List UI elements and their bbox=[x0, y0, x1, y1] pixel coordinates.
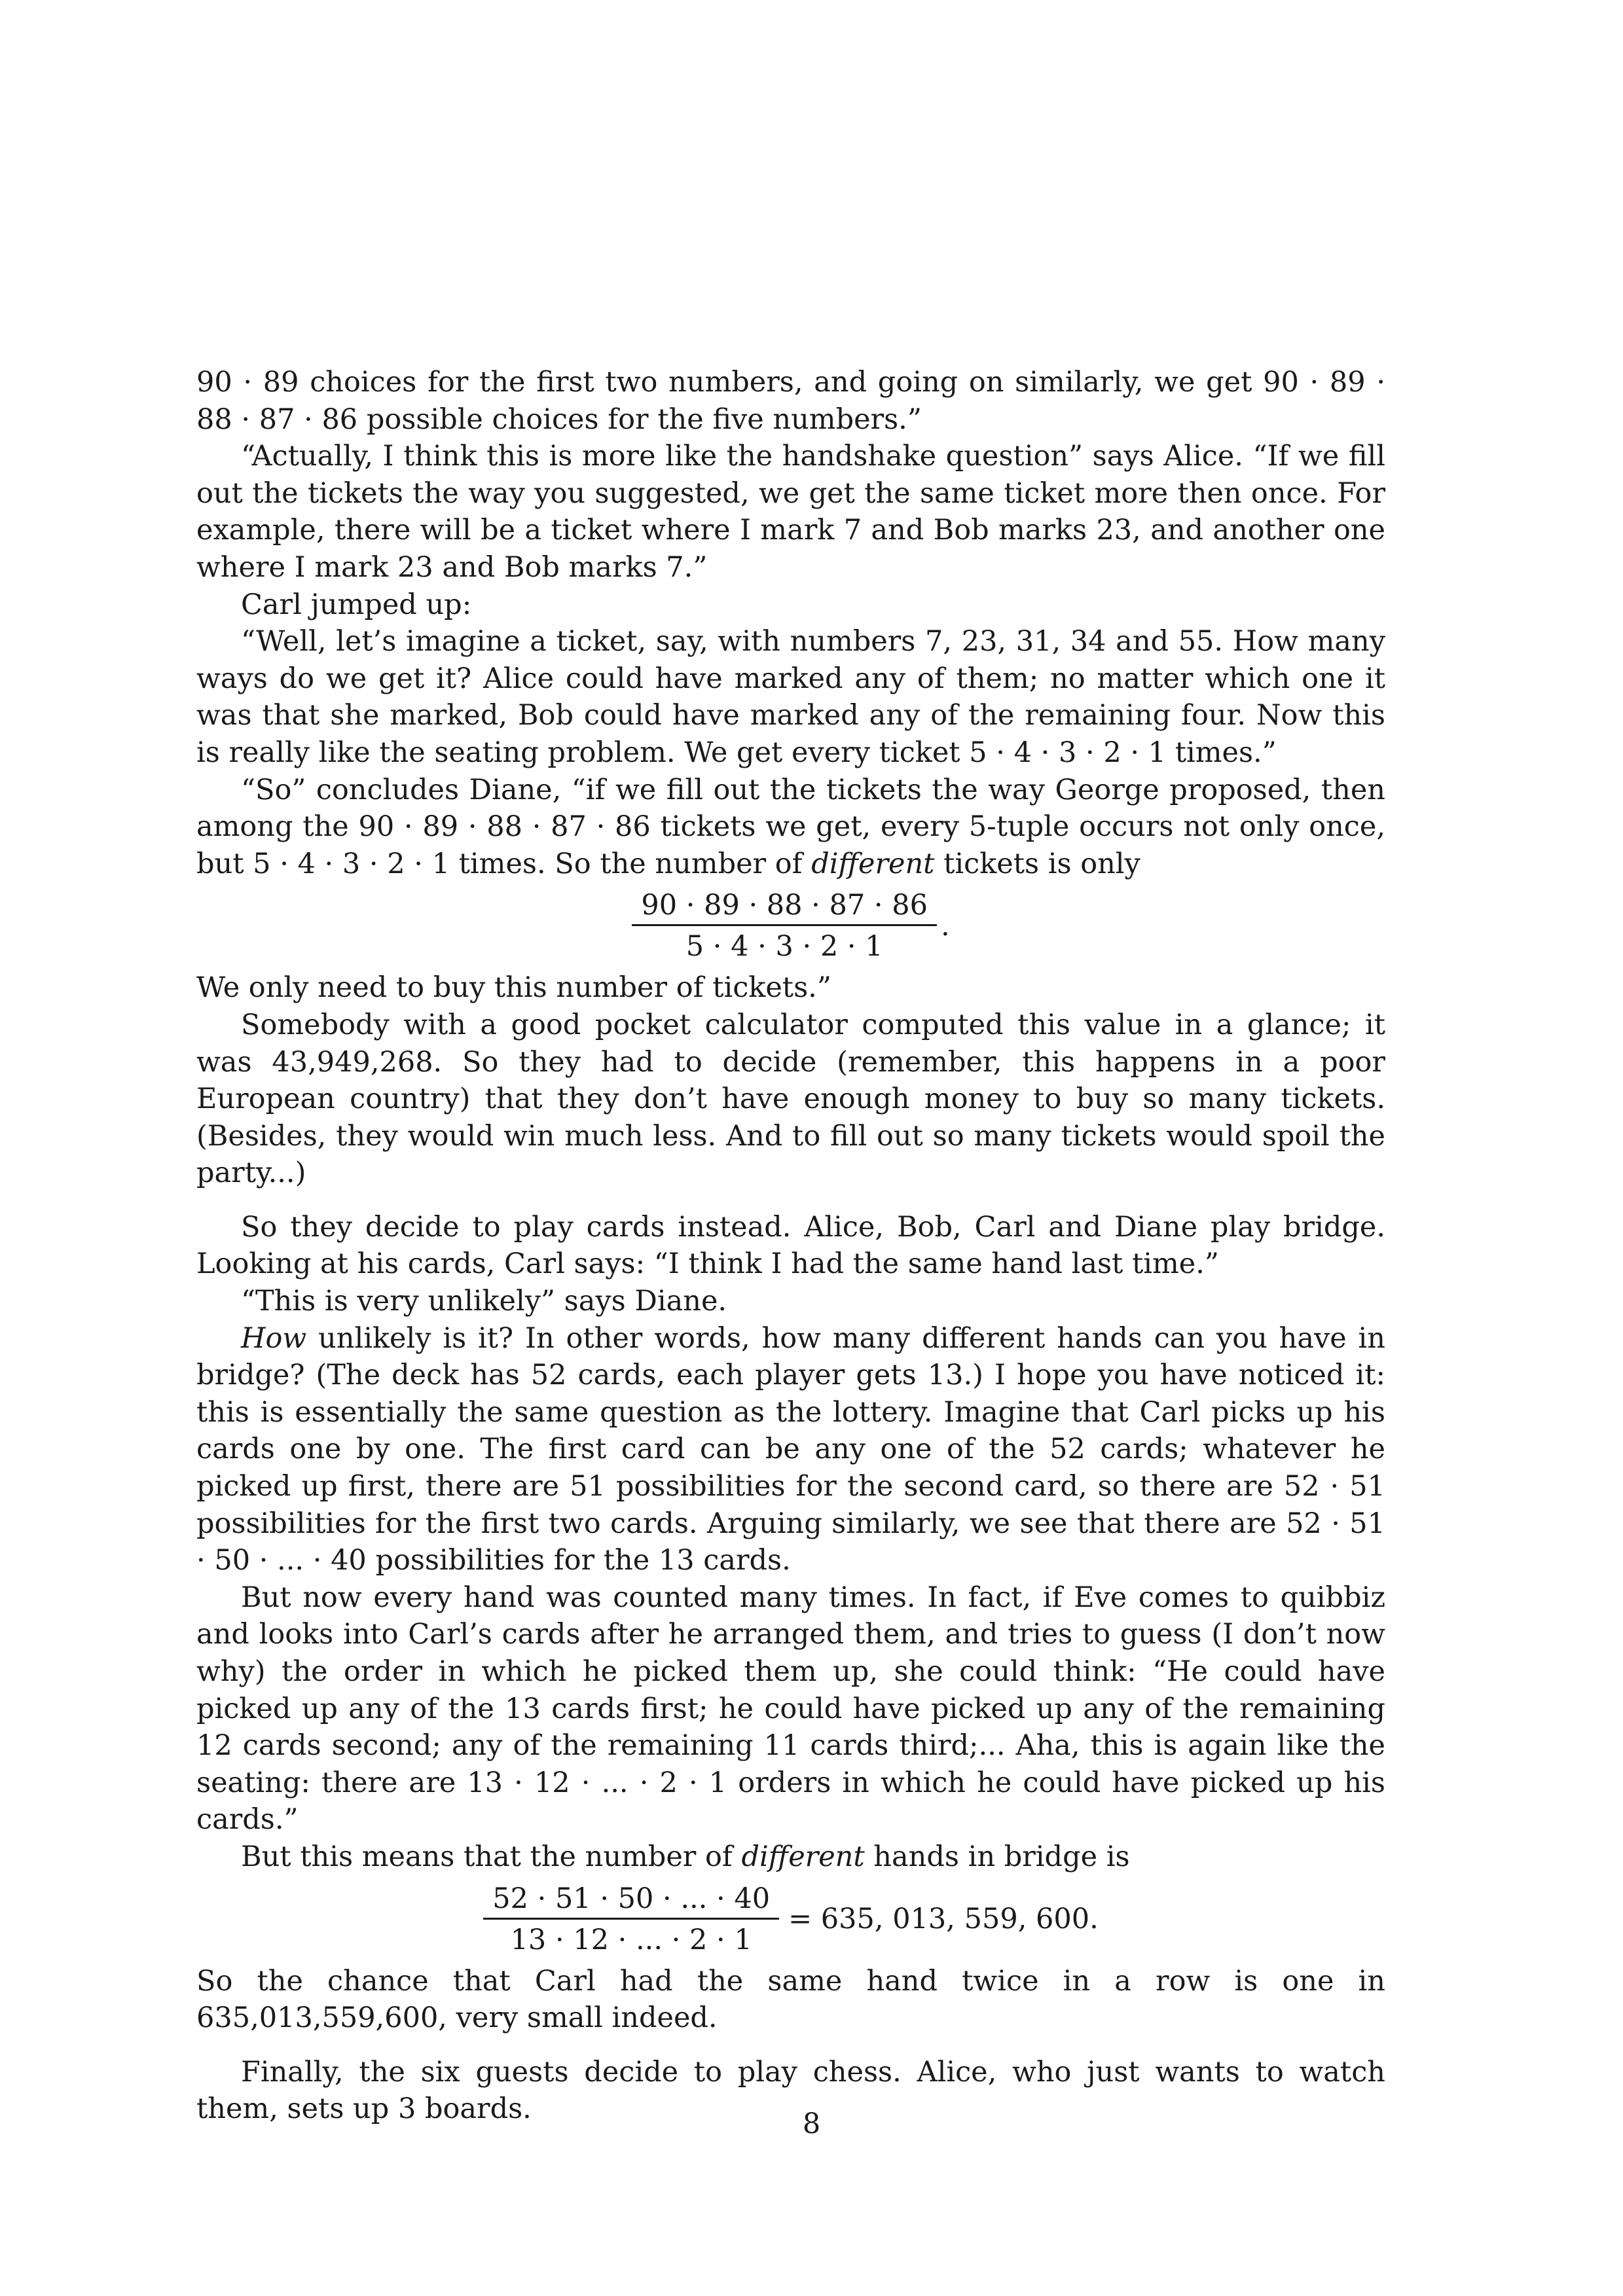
fraction bbox=[632, 888, 937, 964]
paragraph: 90 · 89 choices for the first two numbers, and going on similarly, we get 90 · 89 · 88 · 87 · 86 possible choices for the five numbers.” bbox=[196, 366, 1385, 436]
paragraph: Somebody with a good pocket calculator computed this value in a glance; it was 43,949,268. So they had to decide (remember, this happens in a poor European country) that they don’t have enough money to buy so many tickets. (Besides, they would win much less. And to fill out so many tickets would spoil the party...) bbox=[196, 1008, 1385, 1190]
formula-period: . bbox=[940, 909, 950, 942]
paragraph bbox=[196, 1839, 1385, 1876]
emphasis: How bbox=[241, 1321, 307, 1355]
paragraph: But now every hand was counted many times. In fact, if Eve comes to quibbiz and looks into Carl’s cards after he arranged them, and tries to guess (I don’t now why) the order in which he picked them up, she could think: “He could have picked up any of the 13 cards first; he could have picked up any of the remaining 12 cards second; any of the remaining 11 cards third;... Aha, this is again like the seating: there are 13 · 12 · ... · 2 · 1 orders in which he could have picked up his cards.” bbox=[196, 1581, 1385, 1837]
text-run: hands in bridge is bbox=[864, 1840, 1130, 1873]
text-run: But this means that the number of bbox=[241, 1840, 742, 1873]
paragraph: So they decide to play cards instead. Alice, Bob, Carl and Diane play bridge. Looking at his cards, Carl says: “I think I had the same hand last time.” bbox=[196, 1210, 1385, 1281]
fraction-denominator: 13 · 12 · ... · 2 · 1 bbox=[510, 1923, 752, 1956]
paragraph: We only need to buy this number of tickets.” bbox=[196, 971, 831, 1005]
text-run: “So” concludes Diane, “if we fill out the tickets the way George proposed, then among the 90 · 89 · 88 · 87 · 86 tickets we get, every 5-tuple occurs not only once, but 5 · 4 · 3 · 2 · 1 times. So the number of bbox=[196, 773, 1385, 880]
paragraph bbox=[196, 772, 1385, 883]
emphasis: different bbox=[741, 1840, 865, 1873]
paragraph: Carl jumped up: bbox=[241, 588, 472, 621]
fraction bbox=[483, 1881, 779, 1958]
paragraph: “Well, let’s imagine a ticket, say, with numbers 7, 23, 31, 34 and 55. How many ways do we get it? Alice could have marked any of them; no matter which one it was that she marked, Bob could have marked any of the remaining four. Now this is really like the seating problem. We get every ticket 5 · 4 · 3 · 2 · 1 times.” bbox=[196, 625, 1385, 769]
fraction-denominator: 5 · 4 · 3 · 2 · 1 bbox=[685, 930, 883, 963]
fraction-numerator: 90 · 89 · 88 · 87 · 86 bbox=[632, 888, 937, 926]
page-body bbox=[196, 364, 1385, 2128]
formula-result: = 635, 013, 559, 600. bbox=[788, 1903, 1099, 1936]
paragraph: So the chance that Carl had the same hand twice in a row is one in 635,013,559,600, very small indeed. bbox=[196, 1964, 1385, 2035]
paragraph bbox=[196, 1320, 1385, 1579]
paragraph: Finally, the six guests decide to play chess. Alice, who just wants to watch them, sets up 3 boards. bbox=[196, 2055, 1385, 2126]
emphasis: different bbox=[811, 847, 935, 880]
text-run: unlikely is it? In other words, how many different hands can you have in bridge? (The deck has 52 cards, each player gets 13.) I hope you have noticed it: this is essentially the same question as the lottery. Imagine that Carl picks up his cards one by one. The first card can be any one of the 52 cards; whatever he picked up first, there are 51 possibilities for the second card, so there are 52 · 51 possibilities for the first two cards. Arguing similarly, we see that there are 52 · 51 · 50 · ... · 40 possibilities for the 13 cards. bbox=[196, 1321, 1385, 1577]
formula-bridge-hands bbox=[196, 1881, 1385, 1958]
fraction-numerator: 52 · 51 · 50 · ... · 40 bbox=[483, 1881, 779, 1920]
text-run: tickets is only bbox=[934, 847, 1140, 880]
formula-ticket-count bbox=[196, 888, 1385, 964]
paragraph: “This is very unlikely” says Diane. bbox=[241, 1285, 727, 1318]
paragraph: “Actually, I think this is more like the handshake question” says Alice. “If we fill out the tickets the way you suggested, we get the same ticket more then once. For example, there will be a ticket where I mark 7 and Bob marks 23, and another one where I mark 23 and Bob marks 7.” bbox=[196, 440, 1385, 584]
page-number: 8 bbox=[802, 2108, 821, 2140]
